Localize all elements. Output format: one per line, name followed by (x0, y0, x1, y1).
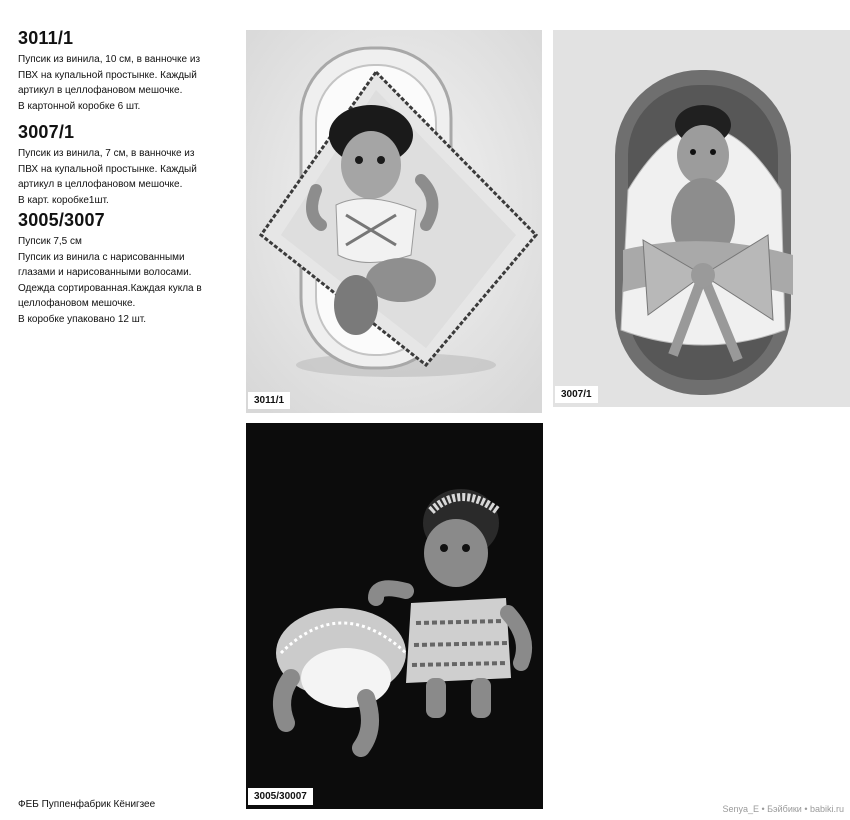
product-entry-3007-1 (18, 122, 238, 208)
description-line: ПВХ на купальной простынке. Каждый (18, 69, 197, 81)
description-line: артикул в целлофановом мешочке. (18, 179, 183, 190)
photo-doll-tub-3007 (553, 30, 850, 407)
two-dolls-illustration (246, 423, 543, 809)
doll-bathtub-illustration (246, 30, 542, 413)
photo-doll-bathtub-3011 (246, 30, 542, 413)
description-line: артикул в целлофановом мешочке. (18, 85, 183, 96)
description-line: В картонной коробке 6 шт. (18, 100, 141, 112)
watermark: Senya_E • Бэйбики • babiki.ru (722, 804, 844, 814)
product-code: 3007/1 (18, 122, 75, 142)
description-line: Пупсик 7,5 см (18, 236, 82, 247)
doll-tub-ribbon-illustration (553, 30, 850, 407)
photo-dolls-3005-3007 (246, 423, 543, 809)
product-code: 3011/1 (18, 28, 74, 48)
product-entry-3011-1 (18, 28, 238, 114)
photo-caption: 3005/30007 (248, 788, 313, 805)
description-line: Пупсик из винила, 7 см, в ванночке из (18, 148, 195, 159)
description-line: Одежда сортированная.Каждая кукла в (18, 282, 202, 294)
photo-caption: 3007/1 (555, 386, 598, 403)
description-line: ПВХ на купальной простынке. Каждый (18, 163, 197, 175)
photo-caption: 3011/1 (248, 392, 290, 409)
publisher-footer: ФЕБ Пуппенфабрик Кёнигзее (18, 799, 156, 810)
description-line: целлофановом мешочке. (18, 298, 136, 309)
description-line: Пупсик из винила с нарисованными (18, 251, 185, 263)
description-line: глазами и нарисованными волосами. (18, 267, 192, 278)
product-entry-3005-3007 (18, 210, 238, 327)
description-line: В карт. коробке1шт. (18, 194, 109, 206)
description-line: В коробке упаковано 12 шт. (18, 313, 146, 325)
product-code: 3005/3007 (18, 210, 105, 230)
description-line: Пупсик из винила, 10 см, в ванночке из (18, 54, 201, 65)
